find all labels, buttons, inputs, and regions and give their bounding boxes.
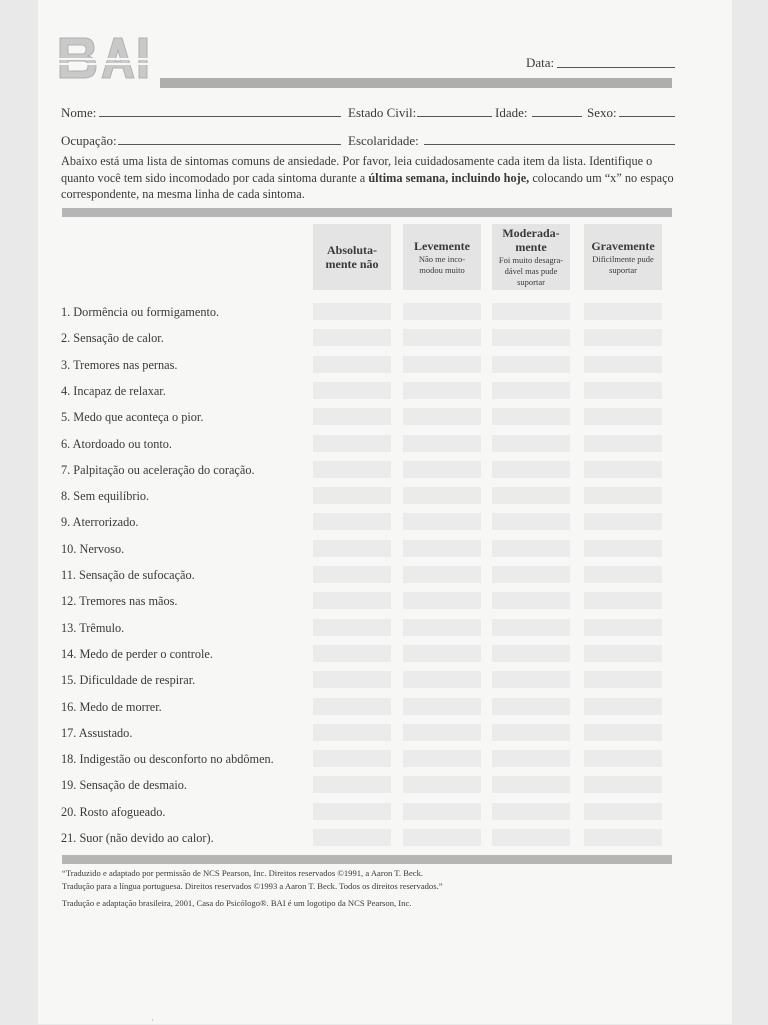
escolaridade-label: Escolaridade: [348,133,419,148]
sexo-field[interactable] [619,116,675,117]
answer-cell-4[interactable] [584,724,662,741]
answer-cell-4[interactable] [584,303,662,320]
date-field[interactable] [557,67,675,68]
answer-cell-3[interactable] [492,540,570,557]
column-subtitle: Dificilmente pude suportar [592,253,654,275]
answer-cell-2[interactable] [403,329,481,346]
answer-cell-3[interactable] [492,671,570,688]
answer-cell-1[interactable] [313,645,391,662]
column-header-2 [403,224,481,290]
answer-cell-1[interactable] [313,382,391,399]
symptom-row [61,671,671,691]
answer-cell-1[interactable] [313,724,391,741]
symptom-row [61,461,671,481]
column-title: Levemente [414,238,470,253]
answer-cell-4[interactable] [584,329,662,346]
answer-cell-4[interactable] [584,356,662,373]
answer-cell-2[interactable] [403,724,481,741]
nome-field[interactable] [99,116,341,117]
answer-cell-2[interactable] [403,592,481,609]
answer-cell-3[interactable] [492,356,570,373]
symptom-label: 10. Nervoso. [61,541,125,556]
symptom-label: 4. Incapaz de relaxar. [61,383,166,398]
symptom-label: 18. Indigestão ou desconforto no abdômen. [61,752,274,767]
footer-line-1: “Traduzido e adaptado por permissão de NCS Pearson, Inc. Direitos reservados ©1991, a Aaron T. Beck. [62,868,424,878]
answer-cell-3[interactable] [492,803,570,820]
answer-cell-1[interactable] [313,671,391,688]
symptom-row [61,803,671,823]
answer-cell-2[interactable] [403,382,481,399]
answer-cell-3[interactable] [492,698,570,715]
symptom-row [61,829,671,849]
column-header-1 [313,224,391,290]
answer-cell-3[interactable] [492,750,570,767]
answer-cell-3[interactable] [492,435,570,452]
answer-cell-1[interactable] [313,592,391,609]
answer-cell-1[interactable] [313,435,391,452]
answer-cell-2[interactable] [403,540,481,557]
symptom-label: 12. Tremores nas mãos. [61,594,178,609]
answer-cell-4[interactable] [584,645,662,662]
footer-line-3: Tradução e adaptação brasileira, 2001, Casa do Psicólogo®. BAI é um logotipo da NCS Pearson, Inc. [62,898,412,908]
escolaridade-field[interactable] [424,144,675,145]
answer-cell-4[interactable] [584,513,662,530]
answer-cell-4[interactable] [584,566,662,583]
answer-cell-2[interactable] [403,461,481,478]
answer-cell-1[interactable] [313,566,391,583]
symptom-label: 13. Trêmulo. [61,620,125,635]
symptom-row [61,698,671,718]
symptom-row [61,435,671,455]
answer-cell-2[interactable] [403,513,481,530]
answer-cell-3[interactable] [492,382,570,399]
symptom-row [61,540,671,560]
column-subtitle: Não me inco- modou muito [418,253,466,275]
answer-cell-3[interactable] [492,829,570,846]
answer-cell-3[interactable] [492,303,570,320]
symptom-row [61,566,671,586]
answer-cell-3[interactable] [492,566,570,583]
answer-cell-1[interactable] [313,750,391,767]
symptom-row [61,408,671,428]
answer-cell-4[interactable] [584,540,662,557]
symptom-row [61,619,671,639]
answer-cell-2[interactable] [403,645,481,662]
symptom-label: 15. Dificuldade de respirar. [61,673,196,688]
answer-cell-3[interactable] [492,487,570,504]
symptom-label: 3. Tremores nas pernas. [61,357,178,372]
estado-civil-label: Estado Civil: [348,105,417,120]
symptom-row [61,329,671,349]
symptom-row [61,487,671,507]
answer-cell-1[interactable] [313,698,391,715]
symptom-label: 19. Sensação de desmaio. [61,778,188,793]
answer-cell-4[interactable] [584,750,662,767]
answer-cell-2[interactable] [403,803,481,820]
symptom-label: 11. Sensação de sufocação. [61,568,195,582]
estado-civil-field[interactable] [417,116,492,117]
answer-cell-4[interactable] [584,435,662,452]
symptom-row [61,382,671,402]
bai-logo [58,30,154,86]
answer-cell-3[interactable] [492,592,570,609]
sexo-label: Sexo: [587,105,617,120]
answer-cell-4[interactable] [584,592,662,609]
symptom-label: 21. Suor (não devido ao calor). [61,831,214,845]
answer-cell-2[interactable] [403,408,481,425]
symptom-row [61,645,671,665]
answer-cell-2[interactable] [403,619,481,636]
answer-cell-3[interactable] [492,461,570,478]
column-title: Moderada- mente [502,226,560,254]
answer-cell-2[interactable] [403,487,481,504]
answer-cell-2[interactable] [403,435,481,452]
symptom-label: 1. Dormência ou formigamento. [61,305,220,319]
answer-cell-1[interactable] [313,829,391,846]
instructions-part2: colocando um “x” no espaço correspondente, na mesma linha de cada sintoma. [61,170,674,201]
answer-cell-2[interactable] [403,566,481,583]
separator-bar-bottom [62,855,672,864]
title-bar [160,78,672,88]
answer-cell-2[interactable] [403,750,481,767]
symptom-label: 14. Medo de perder o controle. [61,646,213,661]
instructions-bold: última semana, incluindo hoje, [368,170,530,185]
column-title: Gravemente [591,238,655,253]
answer-cell-4[interactable] [584,829,662,846]
answer-cell-3[interactable] [492,329,570,346]
ocupacao-field[interactable] [118,144,341,145]
column-title: Absoluta- mente não [325,243,379,271]
answer-cell-4[interactable] [584,461,662,478]
answer-cell-1[interactable] [313,408,391,425]
idade-field[interactable] [532,116,582,117]
answer-cell-4[interactable] [584,619,662,636]
symptom-row [61,513,671,533]
answer-cell-3[interactable] [492,724,570,741]
symptom-label: 6. Atordoado ou tonto. [61,436,173,451]
answer-cell-1[interactable] [313,461,391,478]
answer-cell-2[interactable] [403,671,481,688]
answer-cell-1[interactable] [313,513,391,530]
answer-cell-2[interactable] [403,303,481,320]
symptom-label: 16. Medo de morrer. [61,699,162,714]
answer-cell-1[interactable] [313,356,391,373]
date-label: Data: [526,55,555,70]
symptom-label: 8. Sem equilíbrio. [61,489,150,504]
answer-cell-3[interactable] [492,619,570,636]
answer-cell-4[interactable] [584,698,662,715]
bai-logo-graphic [58,30,154,86]
answer-cell-2[interactable] [403,356,481,373]
symptom-label: 9. Aterrorizado. [61,515,139,530]
symptom-label: 20. Rosto afogueado. [61,804,166,819]
answer-cell-2[interactable] [403,776,481,793]
answer-cell-2[interactable] [403,698,481,715]
answer-cell-4[interactable] [584,408,662,425]
answer-cell-1[interactable] [313,487,391,504]
stray-mark: · [151,1016,154,1025]
instructions-text [61,153,679,203]
answer-cell-3[interactable] [492,645,570,662]
answer-cell-1[interactable] [313,329,391,346]
answer-cell-1[interactable] [313,303,391,320]
nome-label: Nome: [61,105,97,120]
answer-cell-2[interactable] [403,829,481,846]
column-header-3 [492,224,570,290]
symptom-label: 17. Assustado. [61,725,133,740]
symptom-row [61,750,671,770]
symptom-label: 2. Sensação de calor. [61,331,164,346]
symptom-row [61,724,671,744]
answer-cell-3[interactable] [492,408,570,425]
answer-cell-1[interactable] [313,803,391,820]
answer-cell-3[interactable] [492,513,570,530]
answer-cell-4[interactable] [584,803,662,820]
answer-cell-4[interactable] [584,487,662,504]
answer-cell-3[interactable] [492,776,570,793]
column-subtitle: Foi muito desagra- dável mas pude suportar [498,255,564,287]
answer-cell-1[interactable] [313,776,391,793]
column-header-4 [584,224,662,290]
answer-cell-1[interactable] [313,540,391,557]
symptom-row [61,356,671,376]
symptom-label: 7. Palpitação ou aceleração do coração. [61,462,255,477]
answer-cell-1[interactable] [313,619,391,636]
separator-bar-top [62,208,672,217]
symptom-row [61,303,671,323]
ocupacao-label: Ocupação: [61,133,117,148]
symptom-row [61,592,671,612]
idade-label: Idade: [495,105,528,120]
answer-cell-4[interactable] [584,671,662,688]
answer-cell-4[interactable] [584,776,662,793]
symptom-row [61,776,671,796]
answer-cell-4[interactable] [584,382,662,399]
footer-line-2: Tradução para a língua portuguesa. Direitos reservados ©1993 a Aaron T. Beck. Todos os direitos reservados.” [62,881,443,891]
symptom-label: 5. Medo que aconteça o pior. [61,410,204,425]
instructions-part1: Abaixo está uma lista de sintomas comuns de ansiedade. Por favor, leia cuidadosamente cada item da lista. Identifique o quanto você tem sido incomodado por cada sintoma durante a [61,154,653,185]
